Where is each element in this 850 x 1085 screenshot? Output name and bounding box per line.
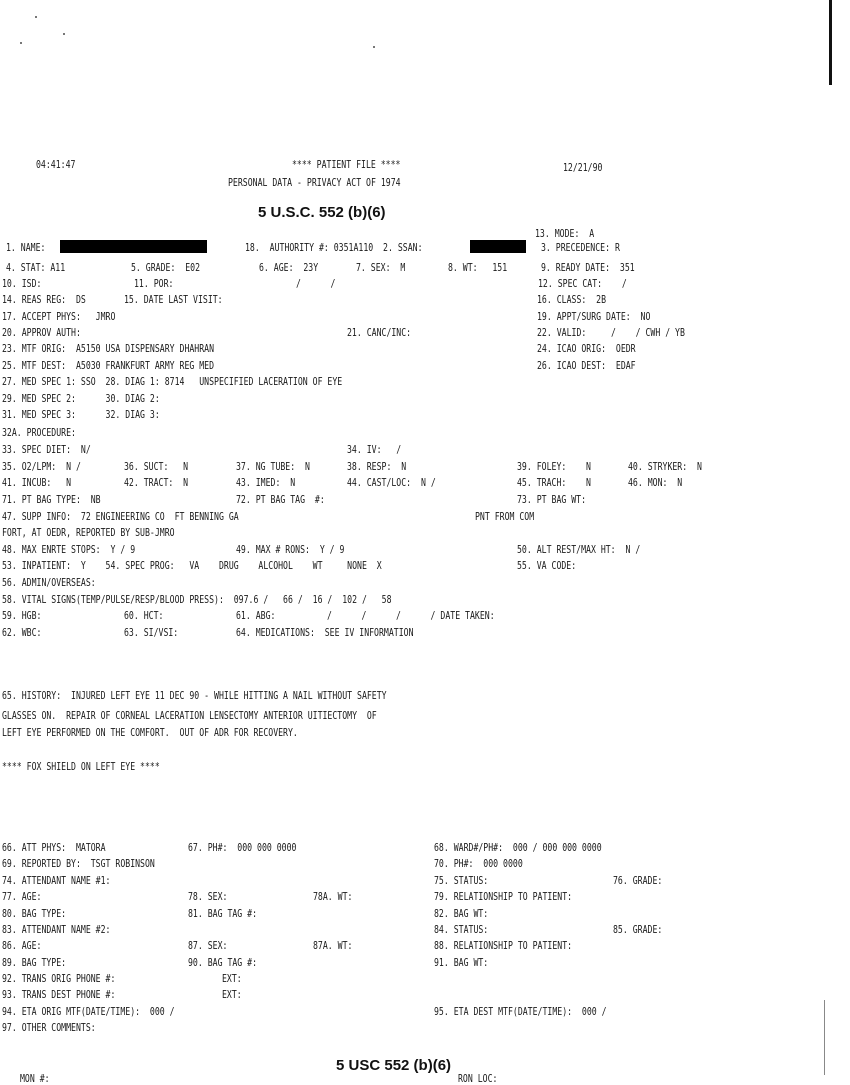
field-spec-diet: 33. SPEC DIET: N/ [2, 444, 91, 456]
field-canc-inc: 21. CANC/INC: [347, 327, 412, 339]
field-date-last-visit: 15. DATE LAST VISIT: [124, 294, 223, 306]
field-age: 6. AGE: 23Y [259, 262, 319, 274]
field-bag-wt-2: 91. BAG WT: [434, 957, 489, 969]
scan-edge-line [829, 0, 832, 85]
field-wt-2: 87A. WT: [313, 940, 353, 952]
field-wt-1: 78A. WT: [313, 891, 353, 903]
scan-speck [20, 42, 22, 44]
scan-speck [373, 46, 375, 48]
field-mtf-dest: 25. MTF DEST: A5030 FRANKFURT ARMY REG MED [2, 360, 215, 372]
field-grade: 5. GRADE: E02 [131, 262, 201, 274]
field-history-line-2: GLASSES ON. REPAIR OF CORNEAL LACERATION LENSECTOMY ANTERIOR UITIECTOMY OF [2, 710, 377, 722]
field-incub: 41. INCUB: N [2, 477, 72, 489]
field-trans-dest-ext: EXT: [222, 989, 242, 1001]
field-other-comments: 97. OTHER COMMENTS: [2, 1022, 96, 1034]
print-time: 04:41:47 [36, 159, 76, 171]
field-va-code: 55. VA CODE: [517, 560, 577, 572]
field-eta-dest-mtf: 95. ETA DEST MTF(DATE/TIME): 000 / [434, 1006, 607, 1018]
redaction-label-top: 5 U.S.C. 552 (b)(6) [258, 204, 386, 221]
field-bag-tag-2: 90. BAG TAG #: [188, 957, 258, 969]
field-wt: 8. WT: 151 [448, 262, 508, 274]
field-name: 1. NAME: [6, 242, 46, 254]
field-inpatient-spec-prog: 53. INPATIENT: Y 54. SPEC PROG: VA DRUG ALCOHOL WT NONE X [2, 560, 382, 572]
field-sex: 7. SEX: M [356, 262, 406, 274]
page-subtitle: PERSONAL DATA - PRIVACY ACT OF 1974 [228, 177, 401, 189]
field-hgb: 59. HGB: [2, 610, 42, 622]
field-trans-orig-phone: 92. TRANS ORIG PHONE #: [2, 973, 116, 985]
scan-edge-line-lower [824, 1000, 825, 1075]
field-med-spec-2: 29. MED SPEC 2: 30. DIAG 2: [2, 393, 160, 405]
field-sex-1: 78. SEX: [188, 891, 228, 903]
field-trans-dest-phone: 93. TRANS DEST PHONE #: [2, 989, 116, 1001]
field-admin-overseas: 56. ADMIN/OVERSEAS: [2, 577, 96, 589]
redaction-label-bottom: 5 USC 552 (b)(6) [336, 1057, 452, 1074]
field-mon: 46. MON: N [628, 477, 683, 489]
field-appt-surg-date: 19. APPT/SURG DATE: NO [537, 311, 651, 323]
field-procedure: 32A. PROCEDURE: [2, 427, 76, 439]
page-title: **** PATIENT FILE **** [292, 159, 401, 171]
field-grade-1: 76. GRADE: [613, 875, 663, 887]
field-iv: 34. IV: / [347, 444, 402, 456]
field-authority-ssan: 18. AUTHORITY #: 0351A110 2. SSAN: [245, 242, 423, 254]
field-reported-by-ph: 70. PH#: 000 0000 [434, 858, 523, 870]
field-stryker: 40. STRYKER: N [628, 461, 702, 473]
field-por-value: / / [296, 278, 336, 290]
field-suct: 36. SUCT: N [124, 461, 189, 473]
print-date: 12/21/90 [563, 162, 603, 174]
field-medications: 64. MEDICATIONS: SEE IV INFORMATION [236, 627, 414, 639]
field-foley: 39. FOLEY: N [517, 461, 591, 473]
field-supp-info-right: PNT FROM COM [475, 511, 535, 523]
field-icao-dest: 26. ICAO DEST: EDAF [537, 360, 636, 372]
field-pt-bag-type: 71. PT BAG TYPE: NB [2, 494, 101, 506]
field-por: 11. POR: [134, 278, 174, 290]
field-reas-reg: 14. REAS REG: DS [2, 294, 86, 306]
field-pt-bag-tag: 72. PT BAG TAG #: [236, 494, 325, 506]
field-history-line-3: LEFT EYE PERFORMED ON THE COMFORT. OUT OF ADR FOR RECOVERY. [2, 727, 298, 739]
field-max-enrte-stops: 48. MAX ENRTE STOPS: Y / 9 [2, 544, 136, 556]
field-imed: 43. IMED: N [236, 477, 296, 489]
field-age-2: 86. AGE: [2, 940, 42, 952]
field-status-1: 75. STATUS: [434, 875, 489, 887]
field-date-taken: / / / / DATE TAKEN: [327, 610, 495, 622]
field-precedence: 3. PRECEDENCE: R [541, 242, 620, 254]
field-resp: 38. RESP: N [347, 461, 407, 473]
field-trans-orig-ext: EXT: [222, 973, 242, 985]
field-pt-bag-wt: 73. PT BAG WT: [517, 494, 587, 506]
field-bag-wt-1: 82. BAG WT: [434, 908, 489, 920]
field-att-phys: 66. ATT PHYS: MATORA [2, 842, 106, 854]
field-eta-orig-mtf: 94. ETA ORIG MTF(DATE/TIME): 000 / [2, 1006, 175, 1018]
field-valid: 22. VALID: / / CWH / YB [537, 327, 685, 339]
field-class: 16. CLASS: 2B [537, 294, 607, 306]
field-si-vsi: 63. SI/VSI: [124, 627, 179, 639]
field-mode: 13. MODE: A [535, 228, 595, 240]
redaction-bar-ssan [470, 240, 526, 253]
field-bag-type-1: 80. BAG TYPE: [2, 908, 67, 920]
field-attendant-name-2: 83. ATTENDANT NAME #2: [2, 924, 111, 936]
field-trach: 45. TRACH: N [517, 477, 591, 489]
field-o2-lpm: 35. O2/LPM: N / [2, 461, 81, 473]
field-reported-by: 69. REPORTED BY: TSGT ROBINSON [2, 858, 155, 870]
field-max-rons: 49. MAX # RONS: Y / 9 [236, 544, 345, 556]
field-accept-phys: 17. ACCEPT PHYS: JMRO [2, 311, 116, 323]
field-spec-cat: 12. SPEC CAT: / [538, 278, 627, 290]
field-isd: 10. ISD: [2, 278, 42, 290]
field-wbc: 62. WBC: [2, 627, 42, 639]
field-cast-loc: 44. CAST/LOC: N / [347, 477, 436, 489]
field-bag-type-2: 89. BAG TYPE: [2, 957, 67, 969]
field-hct: 60. HCT: [124, 610, 164, 622]
field-approv-auth: 20. APPROV AUTH: [2, 327, 81, 339]
field-ward-ph: 68. WARD#/PH#: 000 / 000 000 0000 [434, 842, 602, 854]
field-sex-2: 87. SEX: [188, 940, 228, 952]
field-mon-number: MON #: [20, 1073, 50, 1085]
field-alt-rest: 50. ALT REST/MAX HT: N / [517, 544, 641, 556]
scan-speck [63, 33, 65, 35]
field-tract: 42. TRACT: N [124, 477, 189, 489]
field-ready-date: 9. READY DATE: 351 [541, 262, 635, 274]
field-supp-info-cont: FORT, AT OEDR, REPORTED BY SUB-JMRO [2, 527, 175, 539]
field-attendant-name-1: 74. ATTENDANT NAME #1: [2, 875, 111, 887]
field-mtf-orig: 23. MTF ORIG: A5150 USA DISPENSARY DHAHRAN [2, 343, 215, 355]
field-fox-shield-note: **** FOX SHIELD ON LEFT EYE **** [2, 761, 160, 773]
field-relationship-2: 88. RELATIONSHIP TO PATIENT: [434, 940, 573, 952]
field-bag-tag-1: 81. BAG TAG #: [188, 908, 258, 920]
field-med-spec-1: 27. MED SPEC 1: SSO 28. DIAG 1: 8714 UNSPECIFIED LACERATION OF EYE [2, 376, 343, 388]
field-med-spec-3: 31. MED SPEC 3: 32. DIAG 3: [2, 409, 160, 421]
field-stat: 4. STAT: A11 [6, 262, 66, 274]
field-att-phys-ph: 67. PH#: 000 000 0000 [188, 842, 297, 854]
field-age-1: 77. AGE: [2, 891, 42, 903]
field-abg: 61. ABG: [236, 610, 276, 622]
field-history: 65. HISTORY: INJURED LEFT EYE 11 DEC 90 - WHILE HITTING A NAIL WITHOUT SAFETY [2, 690, 387, 702]
field-relationship-1: 79. RELATIONSHIP TO PATIENT: [434, 891, 573, 903]
field-supp-info: 47. SUPP INFO: 72 ENGINEERING CO FT BENNING GA [2, 511, 239, 523]
field-ron-loc: RON LOC: [458, 1073, 498, 1085]
field-status-2: 84. STATUS: [434, 924, 489, 936]
redaction-bar-name [60, 240, 207, 253]
field-icao-orig: 24. ICAO ORIG: OEDR [537, 343, 636, 355]
field-vital-signs: 58. VITAL SIGNS(TEMP/PULSE/RESP/BLOOD PRESS): 097.6 / 66 / 16 / 102 / 58 [2, 594, 392, 606]
field-grade-2: 85. GRADE: [613, 924, 663, 936]
field-ng-tube: 37. NG TUBE: N [236, 461, 310, 473]
scan-speck [35, 16, 37, 18]
